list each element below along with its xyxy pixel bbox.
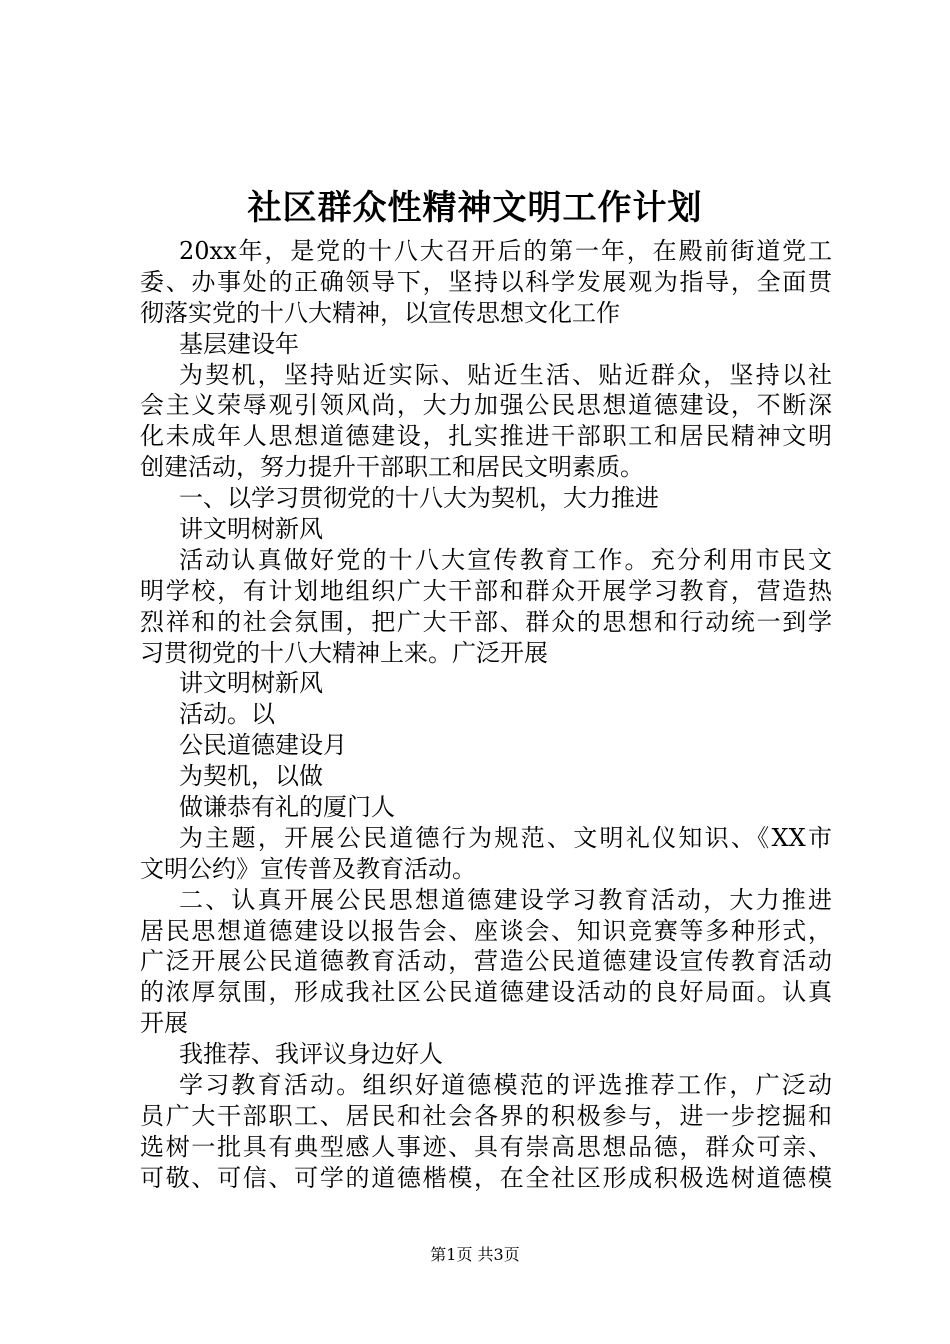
body-line: 文明公约》宣传普及教育活动。 <box>140 854 476 883</box>
body-line: 彻落实党的十八大精神，以宣传思想文化工作 <box>140 298 620 327</box>
body-line: 做谦恭有礼的厦门人 <box>179 793 395 822</box>
body-line: 习贯彻党的十八大精神上来。广泛开展 <box>140 638 548 667</box>
body-line: 开展 <box>140 1009 188 1038</box>
body-line: 讲文明树新风 <box>179 669 323 698</box>
body-line: 烈祥和的社会氛围，把广大干部、群众的思想和行动统一到学 <box>140 607 832 636</box>
body-line: 创建活动，努力提升干部职工和居民文明素质。 <box>140 453 644 482</box>
body-line: 员广大干部职工、居民和社会各界的积极参与，进一步挖掘和 <box>140 1101 832 1130</box>
body-line: 广泛开展公民道德教育活动，营造公民道德建设宣传教育活动 <box>140 947 832 976</box>
body-line: 明学校，有计划地组织广大干部和群众开展学习教育，营造热 <box>140 576 832 605</box>
document-body <box>140 236 832 1194</box>
body-line: 居民思想道德建设以报告会、座谈会、知识竞赛等多种形式， <box>140 916 832 945</box>
body-line: 化未成年人思想道德建设，扎实推进干部职工和居民精神文明 <box>140 422 832 451</box>
body-line: 公民道德建设月 <box>179 731 347 760</box>
body-line: 为主题，开展公民道德行为规范、文明礼仪知识、《XX市 <box>179 823 832 852</box>
body-line: 20xx年，是党的十八大召开后的第一年，在殿前街道党工 <box>179 237 832 265</box>
document-title: 社区群众性精神文明工作计划 <box>247 188 703 228</box>
section-heading-1: 一、以学习贯彻党的十八大为契机，大力推进 <box>179 484 659 513</box>
body-line: 活动。以 <box>179 700 275 729</box>
body-line: 为契机，以做 <box>179 762 323 791</box>
body-line: 我推荐、我评议身边好人 <box>179 1040 443 1069</box>
page-number-footer: 第1页 共3页 <box>430 1245 520 1264</box>
body-line: 为契机，坚持贴近实际、贴近生活、贴近群众，坚持以社 <box>179 360 832 389</box>
body-line: 委、办事处的正确领导下，坚持以科学发展观为指导，全面贯 <box>140 267 832 296</box>
body-line: 的浓厚氛围，形成我社区公民道德建设活动的良好局面。认真 <box>140 978 832 1007</box>
body-line: 选树一批具有典型感人事迹、具有崇高思想品德，群众可亲、 <box>140 1132 832 1161</box>
body-line: 基层建设年 <box>179 329 299 358</box>
body-line: 会主义荣辱观引领风尚，大力加强公民思想道德建设，不断深 <box>140 391 832 420</box>
body-line: 学习教育活动。组织好道德模范的评选推荐工作，广泛动 <box>179 1071 832 1100</box>
body-line: 可敬、可信、可学的道德楷模，在全社区形成积极选树道德模 <box>140 1163 832 1192</box>
section-heading-2: 二、认真开展公民思想道德建设学习教育活动，大力推进 <box>179 885 832 914</box>
body-line: 讲文明树新风 <box>179 515 323 544</box>
body-line: 活动认真做好党的十八大宣传教育工作。充分利用市民文 <box>179 545 832 574</box>
